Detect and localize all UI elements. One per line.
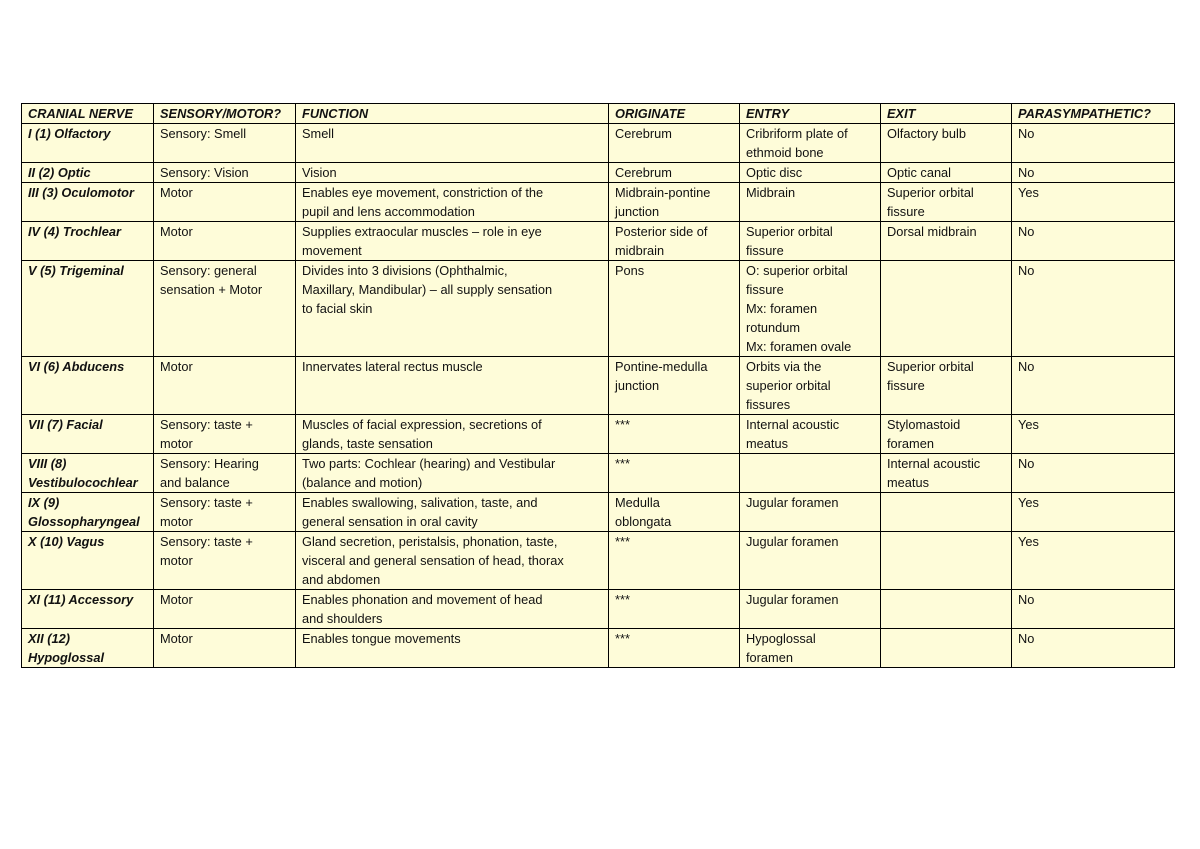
table-row — [22, 454, 1175, 493]
sensory-motor-cell — [154, 222, 296, 261]
cell-text-line: Motor — [160, 592, 193, 607]
cell-text-line: Motor — [160, 359, 193, 374]
entry-cell — [740, 222, 881, 261]
entry-cell — [740, 261, 881, 357]
cell-text-line: Jugular foramen — [746, 495, 839, 510]
function-cell — [296, 532, 609, 590]
originate-cell — [609, 124, 740, 163]
header-exit: EXIT — [881, 104, 1012, 124]
cell-text-line: Optic disc — [746, 165, 803, 180]
cell-text-line: Mx: foramen ovale — [746, 339, 852, 354]
sensory-motor-cell — [154, 183, 296, 222]
cell-text-line: meatus — [887, 475, 929, 490]
cell-text-line: visceral and general sensation of head, thorax — [302, 553, 564, 568]
cell-text-line: Pontine-medulla — [615, 359, 708, 374]
originate-cell — [609, 415, 740, 454]
table-row — [22, 532, 1175, 590]
cell-text-line: Optic canal — [887, 165, 952, 180]
sensory-motor-cell — [154, 163, 296, 183]
cell-text-line: No — [1018, 592, 1035, 607]
sensory-motor-cell — [154, 357, 296, 415]
originate-cell — [609, 629, 740, 668]
cell-text-line: Yes — [1018, 417, 1039, 432]
header-sensory-motor: SENSORY/MOTOR? — [154, 104, 296, 124]
function-cell — [296, 124, 609, 163]
cell-text-line: midbrain — [615, 243, 665, 258]
parasympathetic-cell — [1012, 163, 1175, 183]
entry-cell — [740, 183, 881, 222]
cell-text-line: *** — [615, 417, 630, 432]
parasympathetic-cell — [1012, 261, 1175, 357]
entry-cell — [740, 124, 881, 163]
table-row — [22, 493, 1175, 532]
cell-text-line: Sensory: taste + — [160, 534, 253, 549]
exit-cell — [881, 532, 1012, 590]
cell-text-line: Dorsal midbrain — [887, 224, 977, 239]
parasympathetic-cell — [1012, 629, 1175, 668]
cell-text-line: XII (12) — [28, 631, 70, 646]
entry-cell — [740, 590, 881, 629]
cranial-nerves-table — [21, 103, 1175, 668]
parasympathetic-cell — [1012, 532, 1175, 590]
sensory-motor-cell — [154, 261, 296, 357]
function-cell — [296, 590, 609, 629]
cell-text-line: VIII (8) — [28, 456, 67, 471]
nerve-name-cell — [22, 415, 154, 454]
cell-text-line: Motor — [160, 185, 193, 200]
cell-text-line: No — [1018, 263, 1035, 278]
cell-text-line: Posterior side of — [615, 224, 708, 239]
exit-cell — [881, 261, 1012, 357]
cell-text-line: IV (4) Trochlear — [28, 224, 121, 239]
header-cranial-nerve: CRANIAL NERVE — [22, 104, 154, 124]
cell-text-line: *** — [615, 592, 630, 607]
cell-text-line: Superior orbital — [746, 224, 833, 239]
cell-text-line: No — [1018, 359, 1035, 374]
originate-cell — [609, 532, 740, 590]
cell-text-line: No — [1018, 456, 1035, 471]
function-cell — [296, 183, 609, 222]
cell-text-line: Innervates lateral rectus muscle — [302, 359, 483, 374]
exit-cell — [881, 222, 1012, 261]
nerve-name-cell — [22, 629, 154, 668]
header-function: FUNCTION — [296, 104, 609, 124]
cell-text-line: IX (9) — [28, 495, 60, 510]
originate-cell — [609, 261, 740, 357]
table-row — [22, 590, 1175, 629]
cell-text-line: Motor — [160, 224, 193, 239]
nerve-name-cell — [22, 222, 154, 261]
function-cell — [296, 357, 609, 415]
cell-text-line: Midbrain-pontine — [615, 185, 711, 200]
cell-text-line: I (1) Olfactory — [28, 126, 111, 141]
cell-text-line: foramen — [887, 436, 934, 451]
cell-text-line: No — [1018, 224, 1035, 239]
cell-text-line: Hypoglossal — [746, 631, 816, 646]
function-cell — [296, 163, 609, 183]
cell-text-line: Medulla — [615, 495, 660, 510]
exit-cell — [881, 493, 1012, 532]
cell-text-line: Sensory: Hearing — [160, 456, 259, 471]
function-cell — [296, 454, 609, 493]
exit-cell — [881, 357, 1012, 415]
exit-cell — [881, 163, 1012, 183]
cell-text-line: Sensory: Vision — [160, 165, 249, 180]
sensory-motor-cell — [154, 493, 296, 532]
originate-cell — [609, 493, 740, 532]
parasympathetic-cell — [1012, 590, 1175, 629]
cell-text-line: Divides into 3 divisions (Ophthalmic, — [302, 263, 508, 278]
cell-text-line: Orbits via the — [746, 359, 822, 374]
sensory-motor-cell — [154, 532, 296, 590]
nerve-name-cell — [22, 163, 154, 183]
cell-text-line: Vision — [302, 165, 337, 180]
table-row — [22, 261, 1175, 357]
cell-text-line: Cerebrum — [615, 165, 672, 180]
cell-text-line: Two parts: Cochlear (hearing) and Vestibular — [302, 456, 556, 471]
cell-text-line: fissure — [887, 378, 925, 393]
parasympathetic-cell — [1012, 124, 1175, 163]
exit-cell — [881, 124, 1012, 163]
cell-text-line: motor — [160, 553, 193, 568]
table-row — [22, 183, 1175, 222]
cell-text-line: (balance and motion) — [302, 475, 423, 490]
sensory-motor-cell — [154, 415, 296, 454]
entry-cell — [740, 163, 881, 183]
sensory-motor-cell — [154, 590, 296, 629]
entry-cell — [740, 532, 881, 590]
cell-text-line: ethmoid bone — [746, 145, 824, 160]
function-cell — [296, 629, 609, 668]
header-row — [22, 104, 1175, 124]
cell-text-line: XI (11) Accessory — [28, 592, 134, 607]
cell-text-line: Vestibulocochlear — [28, 475, 138, 490]
entry-cell — [740, 629, 881, 668]
originate-cell — [609, 357, 740, 415]
cell-text-line: fissures — [746, 397, 791, 412]
cell-text-line: *** — [615, 631, 630, 646]
parasympathetic-cell — [1012, 493, 1175, 532]
originate-cell — [609, 222, 740, 261]
parasympathetic-cell — [1012, 222, 1175, 261]
cell-text-line: Yes — [1018, 495, 1039, 510]
cell-text-line: Smell — [302, 126, 334, 141]
sensory-motor-cell — [154, 629, 296, 668]
cell-text-line: Superior orbital — [887, 359, 974, 374]
nerve-name-cell — [22, 454, 154, 493]
exit-cell — [881, 629, 1012, 668]
nerve-name-cell — [22, 590, 154, 629]
cell-text-line: O: superior orbital — [746, 263, 848, 278]
table-row — [22, 629, 1175, 668]
cell-text-line: Enables eye movement, constriction of the — [302, 185, 544, 200]
originate-cell — [609, 454, 740, 493]
cell-text-line: VI (6) Abducens — [28, 359, 125, 374]
sensory-motor-cell — [154, 124, 296, 163]
cell-text-line: Supplies extraocular muscles – role in eye — [302, 224, 542, 239]
cell-text-line: Internal acoustic — [746, 417, 840, 432]
cell-text-line: Muscles of facial expression, secretions of — [302, 417, 542, 432]
cell-text-line: Olfactory bulb — [887, 126, 966, 141]
cell-text-line: general sensation in oral cavity — [302, 514, 478, 529]
function-cell — [296, 493, 609, 532]
entry-cell — [740, 493, 881, 532]
cell-text-line: III (3) Oculomotor — [28, 185, 134, 200]
cell-text-line: Sensory: taste + — [160, 417, 253, 432]
cell-text-line: pupil and lens accommodation — [302, 204, 475, 219]
header-originate: ORIGINATE — [609, 104, 740, 124]
cell-text-line: Jugular foramen — [746, 534, 839, 549]
cell-text-line: Cribriform plate of — [746, 126, 848, 141]
cell-text-line: No — [1018, 165, 1035, 180]
table-row — [22, 163, 1175, 183]
cell-text-line: fissure — [887, 204, 925, 219]
cell-text-line: Jugular foramen — [746, 592, 839, 607]
table-row — [22, 415, 1175, 454]
cell-text-line: Sensory: general — [160, 263, 257, 278]
nerve-name-cell — [22, 124, 154, 163]
cell-text-line: Sensory: taste + — [160, 495, 253, 510]
table-row — [22, 124, 1175, 163]
cell-text-line: and shoulders — [302, 611, 383, 626]
exit-cell — [881, 590, 1012, 629]
function-cell — [296, 415, 609, 454]
nerve-name-cell — [22, 261, 154, 357]
cell-text-line: glands, taste sensation — [302, 436, 433, 451]
cell-text-line: Motor — [160, 631, 193, 646]
function-cell — [296, 222, 609, 261]
originate-cell — [609, 590, 740, 629]
cell-text-line: motor — [160, 514, 193, 529]
cell-text-line: Hypoglossal — [28, 650, 105, 665]
cell-text-line: II (2) Optic — [28, 165, 91, 180]
cell-text-line: Pons — [615, 263, 645, 278]
cell-text-line: Glossopharyngeal — [28, 514, 140, 529]
nerve-name-cell — [22, 357, 154, 415]
parasympathetic-cell — [1012, 454, 1175, 493]
exit-cell — [881, 415, 1012, 454]
cell-text-line: Gland secretion, peristalsis, phonation, taste, — [302, 534, 558, 549]
cell-text-line: X (10) Vagus — [28, 534, 105, 549]
parasympathetic-cell — [1012, 415, 1175, 454]
parasympathetic-cell — [1012, 357, 1175, 415]
entry-cell — [740, 415, 881, 454]
cell-text-line: Midbrain — [746, 185, 796, 200]
cell-text-line: No — [1018, 126, 1035, 141]
cell-text-line: Maxillary, Mandibular) – all supply sensation — [302, 282, 553, 297]
cell-text-line: junction — [615, 378, 660, 393]
exit-cell — [881, 454, 1012, 493]
cell-text-line: Enables tongue movements — [302, 631, 461, 646]
cell-text-line: VII (7) Facial — [28, 417, 103, 432]
sensory-motor-cell — [154, 454, 296, 493]
cell-text-line: Cerebrum — [615, 126, 672, 141]
cell-text-line: fissure — [746, 243, 784, 258]
cell-text-line: Yes — [1018, 185, 1039, 200]
cell-text-line: and balance — [160, 475, 230, 490]
cell-text-line: Superior orbital — [887, 185, 974, 200]
cell-text-line: Enables swallowing, salivation, taste, and — [302, 495, 538, 510]
entry-cell — [740, 454, 881, 493]
cell-text-line: rotundum — [746, 320, 801, 335]
cell-text-line: *** — [615, 456, 630, 471]
header-entry: ENTRY — [740, 104, 881, 124]
originate-cell — [609, 163, 740, 183]
cell-text-line: Yes — [1018, 534, 1039, 549]
nerve-name-cell — [22, 532, 154, 590]
cell-text-line: No — [1018, 631, 1035, 646]
cell-text-line: Mx: foramen — [746, 301, 818, 316]
cell-text-line: Internal acoustic — [887, 456, 981, 471]
cell-text-line: and abdomen — [302, 572, 381, 587]
originate-cell — [609, 183, 740, 222]
entry-cell — [740, 357, 881, 415]
cell-text-line: Sensory: Smell — [160, 126, 247, 141]
cell-text-line: V (5) Trigeminal — [28, 263, 124, 278]
cell-text-line: fissure — [746, 282, 784, 297]
cell-text-line: superior orbital — [746, 378, 831, 393]
table-row — [22, 357, 1175, 415]
cell-text-line: foramen — [746, 650, 793, 665]
function-cell — [296, 261, 609, 357]
header-parasympathetic: PARASYMPATHETIC? — [1012, 104, 1175, 124]
nerve-name-cell — [22, 493, 154, 532]
exit-cell — [881, 183, 1012, 222]
cell-text-line: sensation + Motor — [160, 282, 263, 297]
parasympathetic-cell — [1012, 183, 1175, 222]
cell-text-line: oblongata — [615, 514, 672, 529]
cell-text-line: junction — [615, 204, 660, 219]
cell-text-line: motor — [160, 436, 193, 451]
table-row — [22, 222, 1175, 261]
cell-text-line: to facial skin — [302, 301, 373, 316]
cell-text-line: Stylomastoid — [887, 417, 961, 432]
nerve-name-cell — [22, 183, 154, 222]
cell-text-line: movement — [302, 243, 362, 258]
cell-text-line: Enables phonation and movement of head — [302, 592, 543, 607]
cell-text-line: *** — [615, 534, 630, 549]
cell-text-line: meatus — [746, 436, 788, 451]
